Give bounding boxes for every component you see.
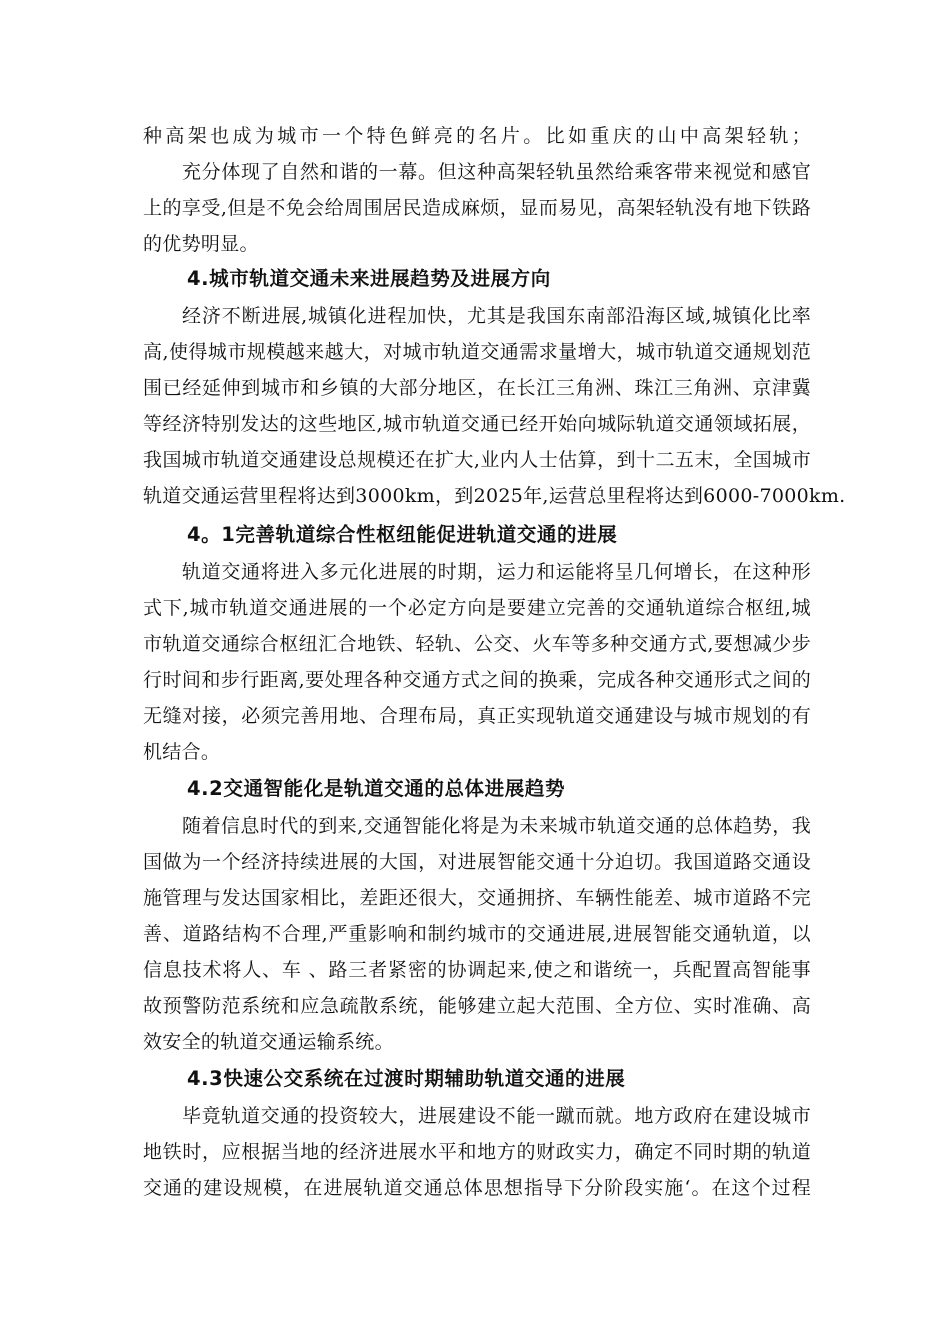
- intro-line-1: 种高架也成为城市一个特色鲜亮的名片。比如重庆的山中高架轻轨；: [143, 125, 811, 147]
- section-4-1-line-2: 式下,城市轨道交通进展的一个必定方向是要建立完善的交通轨道综合枢纽,城: [143, 597, 811, 619]
- section-4-2-line-3: 施管理与发达国家相比，差距还很大，交通拥挤、车辆性能差、城市道路不完: [143, 887, 811, 909]
- section-4-1-line-5: 无缝对接，必须完善用地、合理布局，真正实现轨道交通建设与城市规划的有: [143, 705, 811, 727]
- section-4-2-line-4: 善、道路结构不合理,严重影响和制约城市的交通进展,进展智能交通轨道，以: [143, 923, 811, 945]
- section-4-line-1: 经济不断进展,城镇化进程加快，尤其是我国东南部沿海区域,城镇化比率: [182, 305, 811, 327]
- section-4-line-4: 等经济特别发达的这些地区,城市轨道交通已经开始向城际轨道交通领域拓展，: [143, 413, 811, 435]
- intro-line-4: 的优势明显。: [143, 233, 259, 255]
- section-4-1-line-6: 机结合。: [143, 741, 221, 763]
- section-4-1-line-3: 市轨道交通综合枢纽汇合地铁、轻轨、公交、火车等多种交通方式,要想减少步: [143, 633, 811, 655]
- section-4-3-line-1: 毕竟轨道交通的投资较大，进展建设不能一蹴而就。地方政府在建设城市: [182, 1105, 811, 1127]
- section-4-line-5: 我国城市轨道交通建设总规模还在扩大,业内人士估算，到十二五末，全国城市: [143, 449, 811, 471]
- section-4-3-line-2: 地铁时，应根据当地的经济进展水平和地方的财政实力，确定不同时期的轨道: [143, 1141, 811, 1163]
- section-4-3-line-3: 交通的建设规模，在进展轨道交通总体思想指导下分阶段实施‘。在这个过程: [143, 1177, 811, 1199]
- section-4-2-line-6: 故预警防范系统和应急疏散系统，能够建立起大范围、全方位、实时准确、高: [143, 995, 811, 1017]
- section-4-2-line-2: 国做为一个经济持续进展的大国，对进展智能交通十分迫切。我国道路交通设: [143, 851, 811, 873]
- section-4-1-line-1: 轨道交通将进入多元化进展的时期，运力和运能将呈几何增长，在这种形: [182, 561, 811, 583]
- section-4-2-heading: 4.2交通智能化是轨道交通的总体进展趋势: [187, 777, 566, 800]
- section-4-1-heading: 4。1完善轨道综合性枢纽能促进轨道交通的进展: [187, 523, 618, 546]
- section-4-2-line-1: 随着信息时代的到来,交通智能化将是为未来城市轨道交通的总体趋势，我: [182, 815, 811, 837]
- section-4-line-2: 高,使得城市规模越来越大，对城市轨道交通需求量增大，城市轨道交通规划范: [143, 341, 811, 363]
- section-4-1-line-4: 行时间和步行距离,要处理各种交通方式之间的换乘，完成各种交通形式之间的: [143, 669, 811, 691]
- section-4-line-6: 轨道交通运营里程将达到3000km，到2025年,运营总里程将达到6000-7000km.: [143, 485, 846, 507]
- section-4-3-heading: 4.3快速公交系统在过渡时期辅助轨道交通的进展: [187, 1067, 626, 1090]
- section-4-2-line-5: 信息技术将人、车 、路三者紧密的协调起来,使之和谐统一，兵配置高智能事: [143, 959, 811, 981]
- section-4-2-line-7: 效安全的轨道交通运输系统。: [143, 1031, 394, 1053]
- intro-line-2: 充分体现了自然和谐的一幕。但这种高架轻轨虽然给乘客带来视觉和感官: [182, 161, 811, 183]
- section-4-heading: 4.城市轨道交通未来进展趋势及进展方向: [187, 267, 551, 290]
- section-4-line-3: 围已经延伸到城市和乡镇的大部分地区，在长江三角洲、珠江三角洲、京津冀: [143, 377, 811, 399]
- intro-line-3: 上的享受,但是不免会给周围居民造成麻烦，显而易见，高架轻轨没有地下铁路: [143, 197, 811, 219]
